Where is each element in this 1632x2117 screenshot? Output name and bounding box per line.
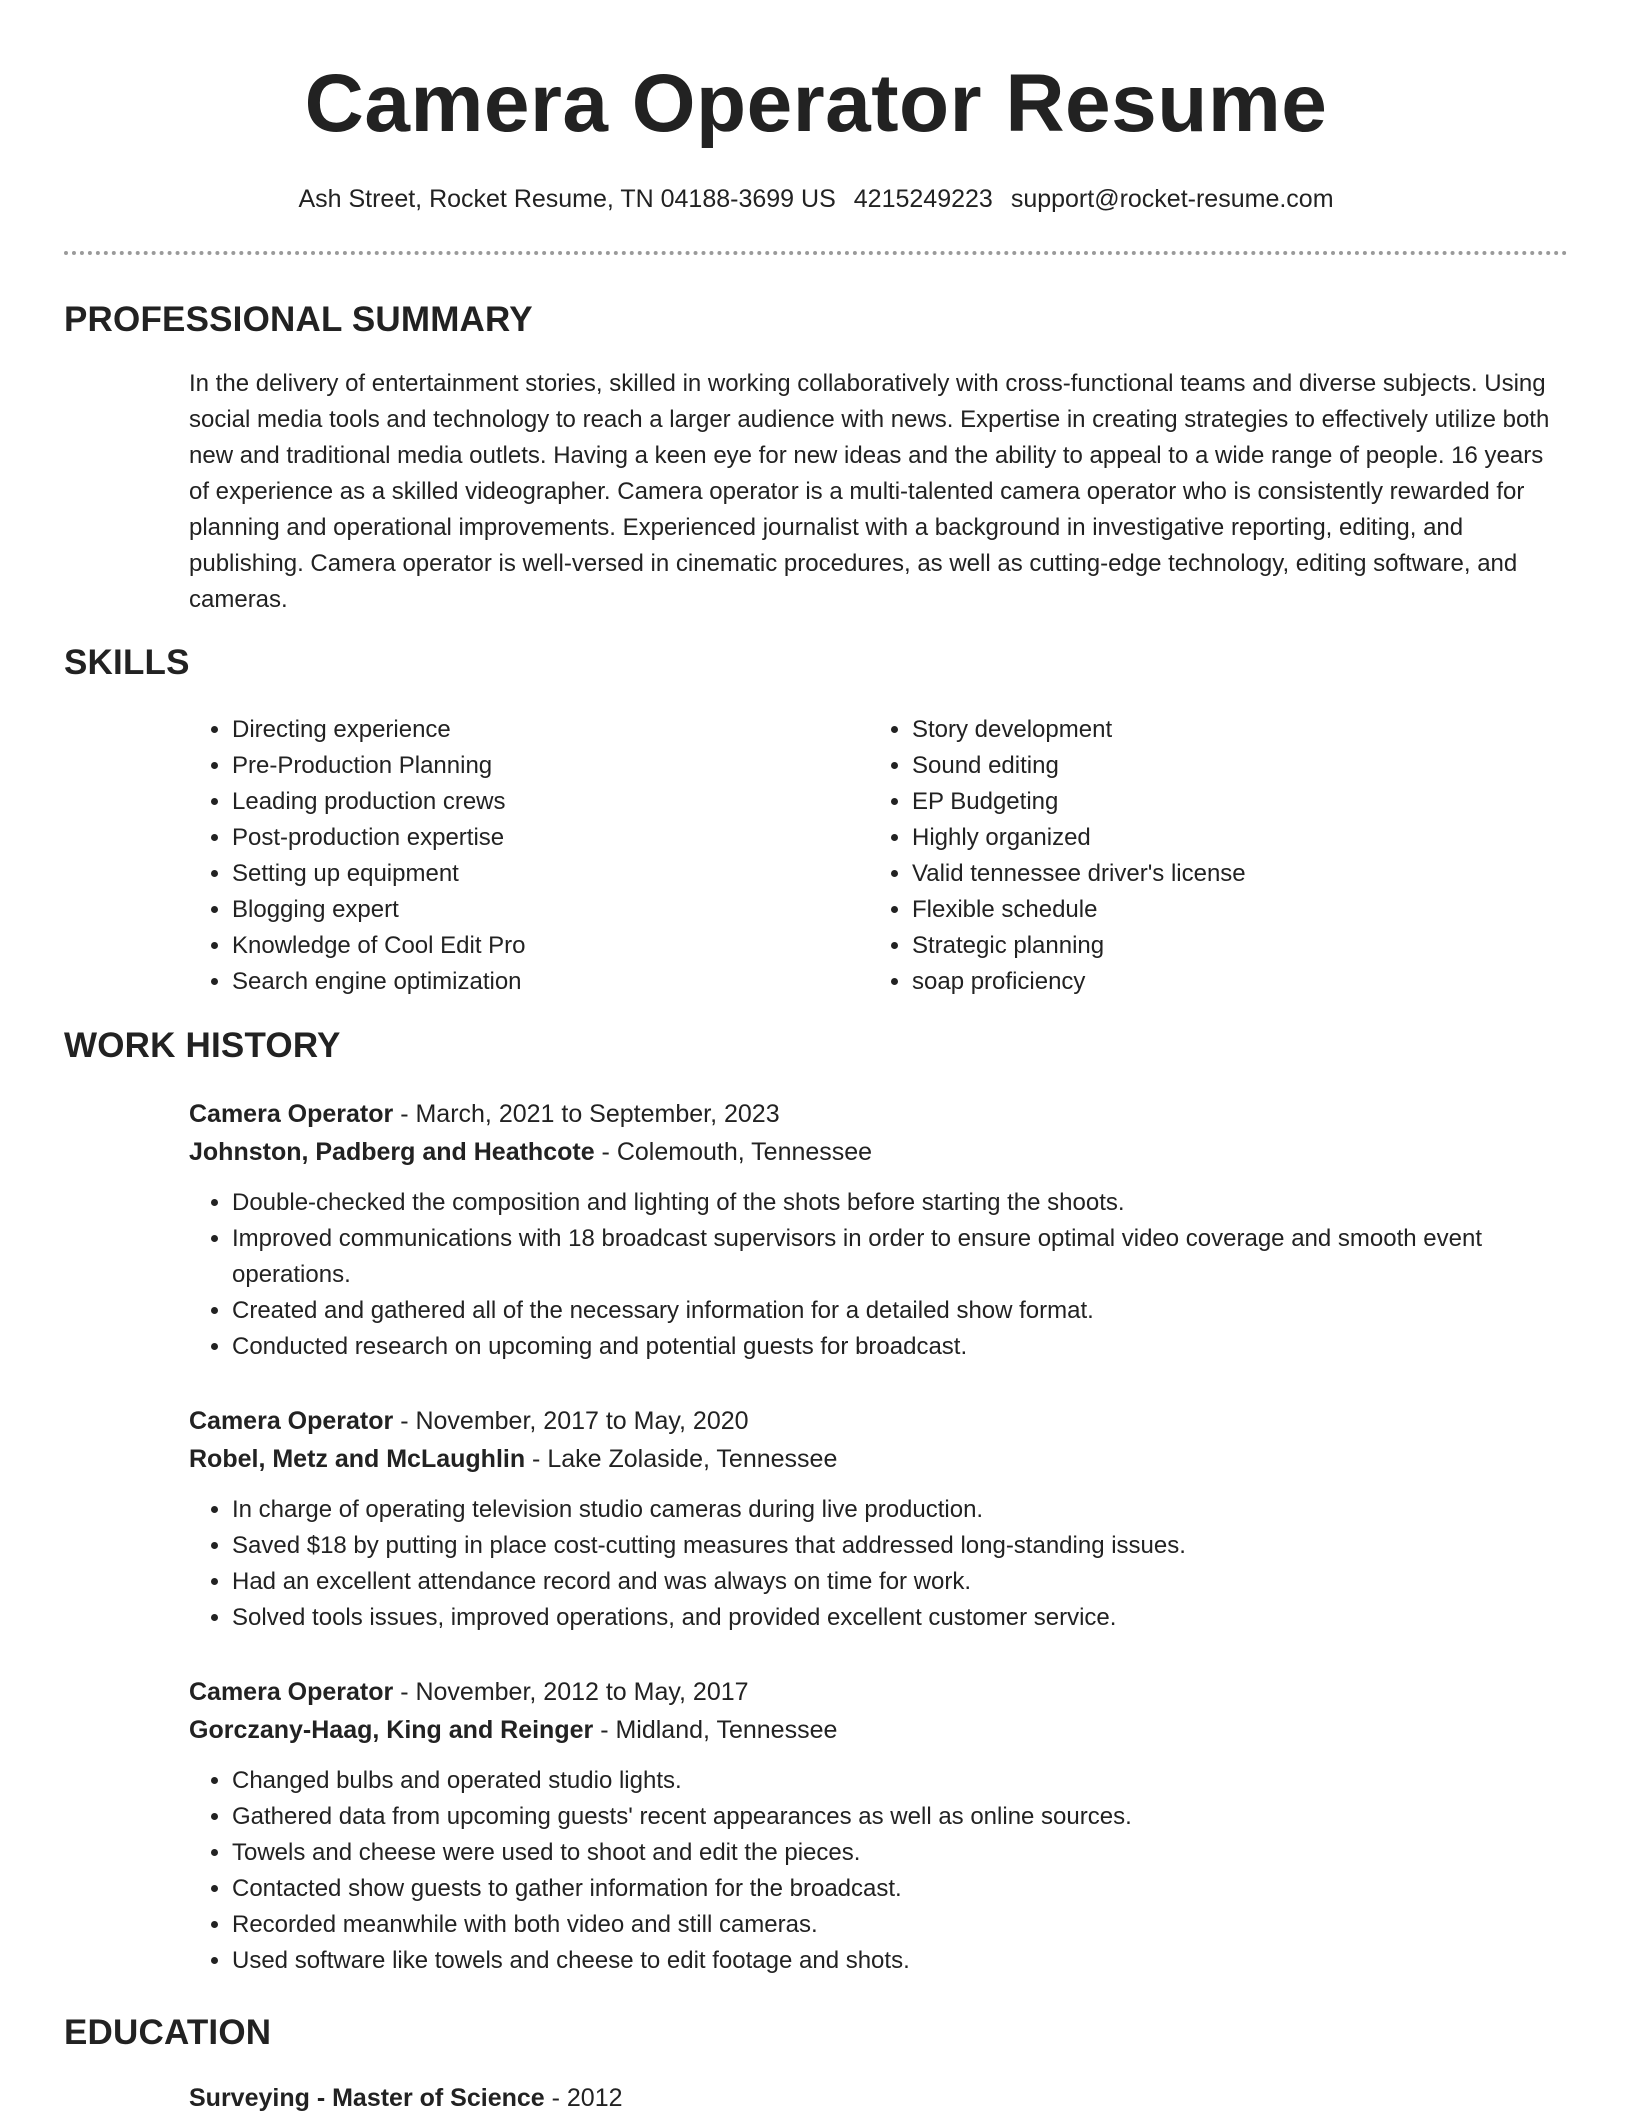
job-role-line: Camera Operator - November, 2012 to May, 2017 [189,1678,749,1706]
skill-item: • Post-production expertise [232,820,839,856]
job-duty: • Towels and cheese were used to shoot and edit the pieces. [232,1835,1564,1871]
work-history-heading: WORK HISTORY [64,1026,341,1065]
job-title: Camera Operator [189,1678,394,1706]
job-duty: • Conducted research on upcoming and potential guests for broadcast. [232,1329,1564,1365]
job-duty: • Used software like towels and cheese to edit footage and shots. [232,1943,1564,1979]
summary-text: In the delivery of entertainment stories, skilled in working collaboratively with cross-functional teams and diverse subjects. Using social media tools and technology to reach a larger audience with news. Expertise in creating strategies to effectively utilize both new and traditional media outlets. Having a keen eye for new ideas and the ability to appeal to a wide range of people. 16 years of experience as a skilled videographer. Camera operator is a multi-talented camera operator who is consistently rewarded for planning and operational improvements. Experienced journalist with a background in investigative reporting, editing, and publishing. Camera operator is well-versed in cinematic procedures, as well as cutting-edge technology, editing software, and cameras. [189,370,1550,613]
skill-item: • Knowledge of Cool Edit Pro [232,928,839,964]
job-duties-list [189,1763,1564,1979]
header-divider [64,251,1568,255]
job-duty: • Improved communications with 18 broadcast supervisors in order to ensure optimal video coverage and smooth event operations. [232,1221,1564,1293]
job-entry [189,1095,1564,1365]
resume-title: Camera Operator Resume [304,58,1328,149]
education-degree: Master of Science [332,2084,545,2112]
job-dates: November, 2017 to May, 2020 [415,1407,749,1435]
contact-email: support@rocket-resume.com [1010,185,1334,213]
job-company: Gorczany-Haag, King and Reinger [189,1716,594,1744]
skill-item: • Pre-Production Planning [232,748,839,784]
education-degree-line: Surveying - Master of Science [189,2084,545,2112]
job-location: Midland, Tennessee [615,1716,838,1744]
job-duty: • Double-checked the composition and lighting of the shots before starting the shoots. [232,1185,1564,1221]
job-duty: • Created and gathered all of the necessary information for a detailed show format. [232,1293,1564,1329]
skills-list-right [869,712,1559,1000]
job-entry [189,1402,1564,1636]
job-title: Camera Operator [189,1407,394,1435]
skill-item: • Blogging expert [232,892,839,928]
skill-item: • EP Budgeting [912,784,1559,820]
skill-item: • Valid tennessee driver's license [912,856,1559,892]
job-dates: November, 2012 to May, 2017 [415,1678,749,1706]
skill-item: • Strategic planning [912,928,1559,964]
job-dates: March, 2021 to September, 2023 [415,1100,780,1128]
job-company: Johnston, Padberg and Heathcote [189,1138,595,1166]
job-company-line: Gorczany-Haag, King and Reinger - Midland, Tennessee [189,1716,838,1744]
skill-item: • Sound editing [912,748,1559,784]
skills-column-left [189,712,839,1000]
education-field: Surveying [189,2084,310,2112]
job-entry [189,1673,1564,1979]
job-role-line: Camera Operator - March, 2021 to September, 2023 [189,1100,780,1128]
job-duty: • Recorded meanwhile with both video and still cameras. [232,1907,1564,1943]
job-duty: • Saved $18 by putting in place cost-cutting measures that addressed long-standing issues. [232,1528,1564,1564]
skills-column-right [869,712,1559,1000]
job-title: Camera Operator [189,1100,394,1128]
skills-heading: SKILLS [64,643,190,682]
skill-item: • Flexible schedule [912,892,1559,928]
job-duty: • Had an excellent attendance record and was always on time for work. [232,1564,1564,1600]
summary-heading: PROFESSIONAL SUMMARY [64,300,533,339]
job-company: Robel, Metz and McLaughlin [189,1445,526,1473]
job-company-line: Robel, Metz and McLaughlin - Lake Zolaside, Tennessee [189,1445,838,1473]
skill-item: • Story development [912,712,1559,748]
skills-list-left [189,712,839,1000]
skill-item: • Highly organized [912,820,1559,856]
education-year: 2012 [566,2084,623,2112]
job-duty: • Gathered data from upcoming guests' recent appearances as well as online sources. [232,1799,1564,1835]
job-duties-list [189,1492,1564,1636]
skill-item: • Leading production crews [232,784,839,820]
contact-phone: 4215249223 [853,185,993,213]
job-duty: • In charge of operating television studio cameras during live production. [232,1492,1564,1528]
job-duty: • Solved tools issues, improved operations, and provided excellent customer service. [232,1600,1564,1636]
job-role-line: Camera Operator - November, 2017 to May, 2020 [189,1407,749,1435]
skill-item: • Setting up equipment [232,856,839,892]
education-heading: EDUCATION [64,2013,272,2052]
skill-item: • soap proficiency [912,964,1559,1000]
job-location: Colemouth, Tennessee [616,1138,873,1166]
contact-line [0,182,1632,216]
skill-item: • Directing experience [232,712,839,748]
skill-item: • Search engine optimization [232,964,839,1000]
job-duty: • Contacted show guests to gather information for the broadcast. [232,1871,1564,1907]
job-duties-list [189,1185,1564,1365]
job-location: Lake Zolaside, Tennessee [547,1445,838,1473]
job-duty: • Changed bulbs and operated studio lights. [232,1763,1564,1799]
contact-address: Ash Street, Rocket Resume, TN 04188-3699 US [298,185,836,213]
job-company-line: Johnston, Padberg and Heathcote - Colemouth, Tennessee [189,1138,873,1166]
education-entry: Surveying - Master of Science - 2012 [189,2084,623,2112]
